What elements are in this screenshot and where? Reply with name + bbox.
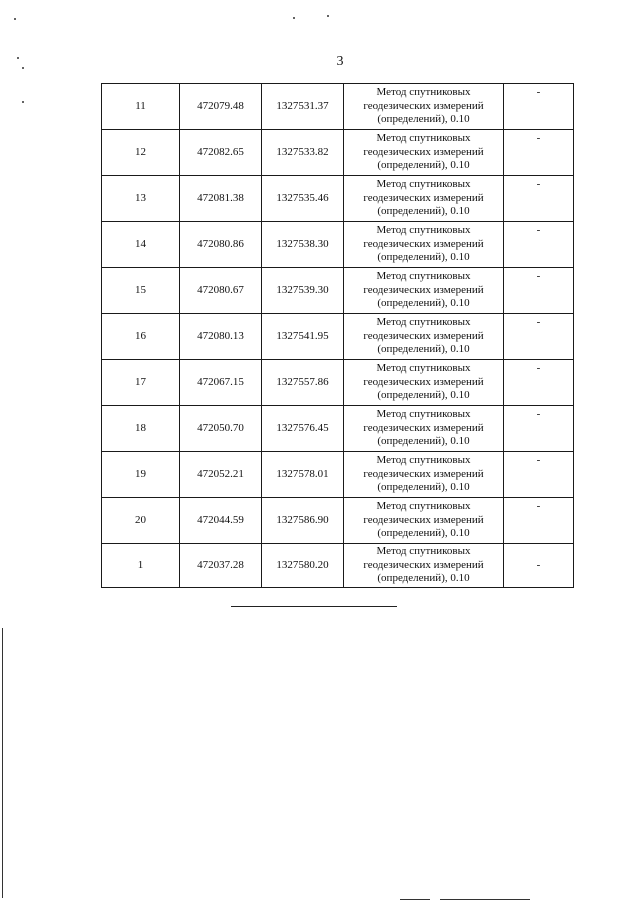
- method-line: геодезических измерений: [363, 329, 484, 342]
- coordinates-table-body: [102, 84, 574, 588]
- description-cell: -: [504, 176, 574, 222]
- y-coordinate-cell: 1327538.30: [262, 222, 344, 268]
- table-row: [102, 268, 574, 314]
- point-number-cell: 19: [102, 452, 180, 498]
- scan-speck: [22, 101, 24, 103]
- point-number-cell: 14: [102, 222, 180, 268]
- x-coordinate-cell: 472037.28: [180, 544, 262, 588]
- method-line: Метод спутниковых: [376, 86, 471, 99]
- y-coordinate-cell: 1327541.95: [262, 314, 344, 360]
- method-line: (определений), 0.10: [377, 297, 470, 310]
- description-cell: -: [504, 84, 574, 130]
- method-line: геодезических измерений: [363, 558, 484, 571]
- page-number: 3: [336, 54, 344, 69]
- x-coordinate-cell: 472044.59: [180, 498, 262, 544]
- scan-bottom-line: [400, 899, 430, 900]
- method-line: геодезических измерений: [363, 145, 484, 158]
- method-line: (определений), 0.10: [377, 572, 470, 585]
- method-line: геодезических измерений: [363, 375, 484, 388]
- separator-line: [231, 606, 397, 607]
- method-cell: [344, 406, 504, 452]
- table-row: [102, 84, 574, 130]
- x-coordinate-cell: 472067.15: [180, 360, 262, 406]
- method-line: Метод спутниковых: [376, 454, 471, 467]
- scan-speck: [327, 15, 329, 17]
- table-row: [102, 406, 574, 452]
- method-cell: [344, 498, 504, 544]
- method-cell: [344, 176, 504, 222]
- x-coordinate-cell: 472080.86: [180, 222, 262, 268]
- description-cell: -: [504, 268, 574, 314]
- description-cell: -: [504, 498, 574, 544]
- description-cell: -: [504, 130, 574, 176]
- method-line: (определений), 0.10: [377, 435, 470, 448]
- point-number-cell: 18: [102, 406, 180, 452]
- coordinates-table: [101, 83, 574, 588]
- description-cell: -: [504, 360, 574, 406]
- x-coordinate-cell: 472079.48: [180, 84, 262, 130]
- method-line: (определений), 0.10: [377, 251, 470, 264]
- y-coordinate-cell: 1327580.20: [262, 544, 344, 588]
- method-line: геодезических измерений: [363, 513, 484, 526]
- description-cell: -: [504, 452, 574, 498]
- table-row: [102, 360, 574, 406]
- y-coordinate-cell: 1327533.82: [262, 130, 344, 176]
- method-line: Метод спутниковых: [376, 224, 471, 237]
- point-number-cell: 16: [102, 314, 180, 360]
- table-row: [102, 222, 574, 268]
- y-coordinate-cell: 1327586.90: [262, 498, 344, 544]
- y-coordinate-cell: 1327557.86: [262, 360, 344, 406]
- method-line: (определений), 0.10: [377, 527, 470, 540]
- table-row: [102, 498, 574, 544]
- description-cell: -: [504, 406, 574, 452]
- description-cell: -: [504, 544, 574, 588]
- y-coordinate-cell: 1327531.37: [262, 84, 344, 130]
- y-coordinate-cell: 1327535.46: [262, 176, 344, 222]
- method-line: геодезических измерений: [363, 467, 484, 480]
- method-line: (определений), 0.10: [377, 389, 470, 402]
- method-cell: [344, 84, 504, 130]
- point-number-cell: 15: [102, 268, 180, 314]
- table-row: [102, 176, 574, 222]
- method-line: Метод спутниковых: [376, 362, 471, 375]
- x-coordinate-cell: 472050.70: [180, 406, 262, 452]
- scan-speck: [14, 18, 16, 20]
- method-line: (определений), 0.10: [377, 159, 470, 172]
- method-line: геодезических измерений: [363, 283, 484, 296]
- table-row: [102, 544, 574, 588]
- method-line: (определений), 0.10: [377, 343, 470, 356]
- x-coordinate-cell: 472082.65: [180, 130, 262, 176]
- point-number-cell: 13: [102, 176, 180, 222]
- method-line: Метод спутниковых: [376, 132, 471, 145]
- method-line: (определений), 0.10: [377, 113, 470, 126]
- method-line: Метод спутниковых: [376, 500, 471, 513]
- method-line: геодезических измерений: [363, 191, 484, 204]
- method-line: Метод спутниковых: [376, 178, 471, 191]
- x-coordinate-cell: 472080.13: [180, 314, 262, 360]
- method-cell: [344, 544, 504, 588]
- method-line: геодезических измерений: [363, 99, 484, 112]
- description-cell: -: [504, 222, 574, 268]
- point-number-cell: 17: [102, 360, 180, 406]
- method-line: Метод спутниковых: [376, 316, 471, 329]
- x-coordinate-cell: 472080.67: [180, 268, 262, 314]
- x-coordinate-cell: 472081.38: [180, 176, 262, 222]
- y-coordinate-cell: 1327576.45: [262, 406, 344, 452]
- point-number-cell: 12: [102, 130, 180, 176]
- point-number-cell: 20: [102, 498, 180, 544]
- method-line: Метод спутниковых: [376, 270, 471, 283]
- scan-margin-line: [2, 628, 3, 898]
- method-cell: [344, 452, 504, 498]
- scan-bottom-line: [440, 899, 530, 900]
- method-line: (определений), 0.10: [377, 205, 470, 218]
- y-coordinate-cell: 1327539.30: [262, 268, 344, 314]
- method-cell: [344, 314, 504, 360]
- method-line: геодезических измерений: [363, 237, 484, 250]
- point-number-cell: 1: [102, 544, 180, 588]
- table-row: [102, 130, 574, 176]
- method-cell: [344, 130, 504, 176]
- method-cell: [344, 222, 504, 268]
- method-cell: [344, 360, 504, 406]
- scan-speck: [17, 57, 19, 59]
- y-coordinate-cell: 1327578.01: [262, 452, 344, 498]
- method-line: Метод спутниковых: [376, 545, 471, 558]
- method-line: Метод спутниковых: [376, 408, 471, 421]
- table-row: [102, 452, 574, 498]
- x-coordinate-cell: 472052.21: [180, 452, 262, 498]
- method-cell: [344, 268, 504, 314]
- point-number-cell: 11: [102, 84, 180, 130]
- method-line: (определений), 0.10: [377, 481, 470, 494]
- description-cell: -: [504, 314, 574, 360]
- table-row: [102, 314, 574, 360]
- method-line: геодезических измерений: [363, 421, 484, 434]
- scan-speck: [293, 17, 295, 19]
- scan-speck: [22, 67, 24, 69]
